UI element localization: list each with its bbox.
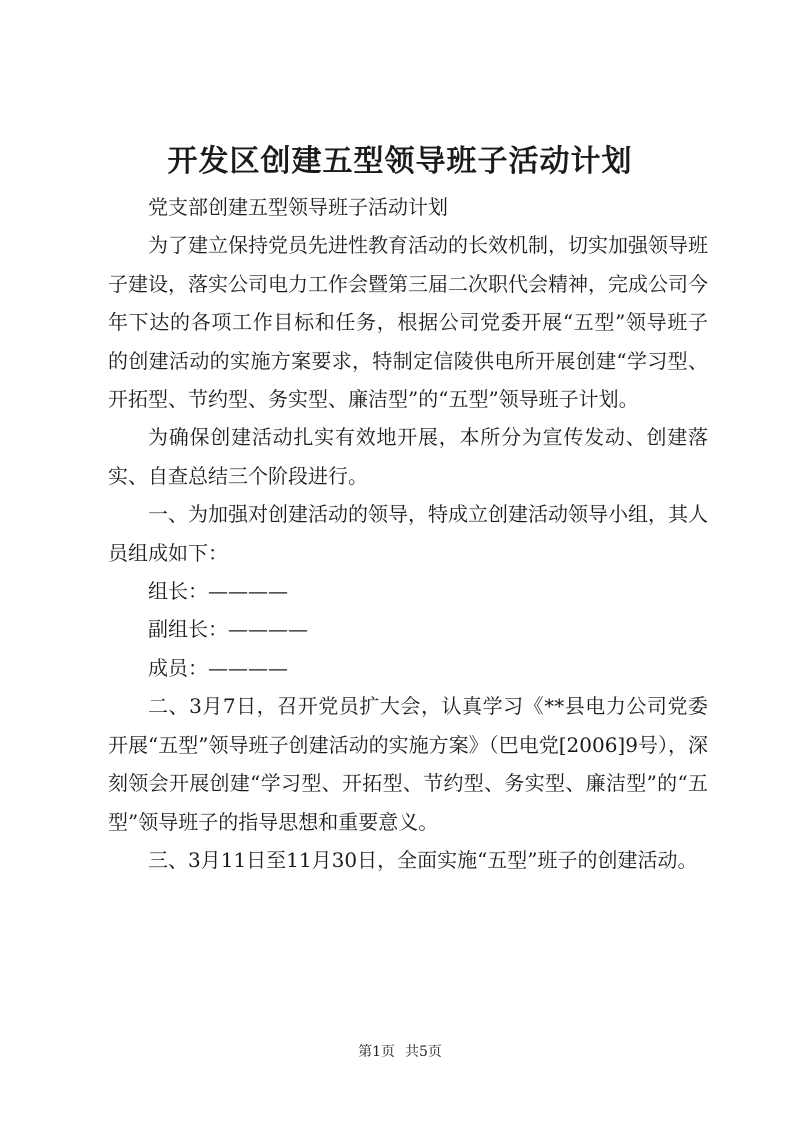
paragraph-stages: 为确保创建活动扎实有效地开展，本所分为宣传发动、创建落实、自查总结三个阶段进行。 [108,425,708,488]
page-footer [0,1042,800,1062]
page-number: 第1页 [358,1044,395,1060]
paragraph-intro: 为了建立保持党员先进性教育活动的长效机制，切实加强领导班子建设，落实公司电力工作会暨第三届二次职代会精神，完成公司今年下达的各项工作目标和任务，根据公司党委开展“五型”领导班子的创建活动的实施方案要求，特制定信陵供电所开展创建“学习型、开拓型、节约型、务实型、廉洁型”的“五型”领导班子计划。 [108,233,708,412]
paragraph-section-2: 二、3月7日，召开党员扩大会，认真学习《**县电力公司党委开展“五型”领导班子创建活动的实施方案》（巴电党[2006]9号），深刻领会开展创建“学习型、开拓型、节约型、务实型、廉洁型”的“五型”领导班子的指导思想和重要意义。 [108,694,708,834]
paragraph-section-3: 三、3月11日至11月30日，全面实施“五型”班子的创建活动。 [148,847,698,872]
paragraph-section-1: 一、为加强对创建活动的领导，特成立创建活动领导小组，其人员组成如下： [108,502,708,565]
document-body [108,188,708,879]
paragraph-members: 成员：———— [148,655,288,680]
page-total: 共5页 [405,1044,442,1060]
paragraph-deputy-leader: 副组长：———— [148,617,308,642]
document-title: 开发区创建五型领导班子活动计划 [167,144,633,179]
paragraph-subtitle: 党支部创建五型领导班子活动计划 [148,195,448,219]
paragraph-leader: 组长：———— [148,579,288,604]
